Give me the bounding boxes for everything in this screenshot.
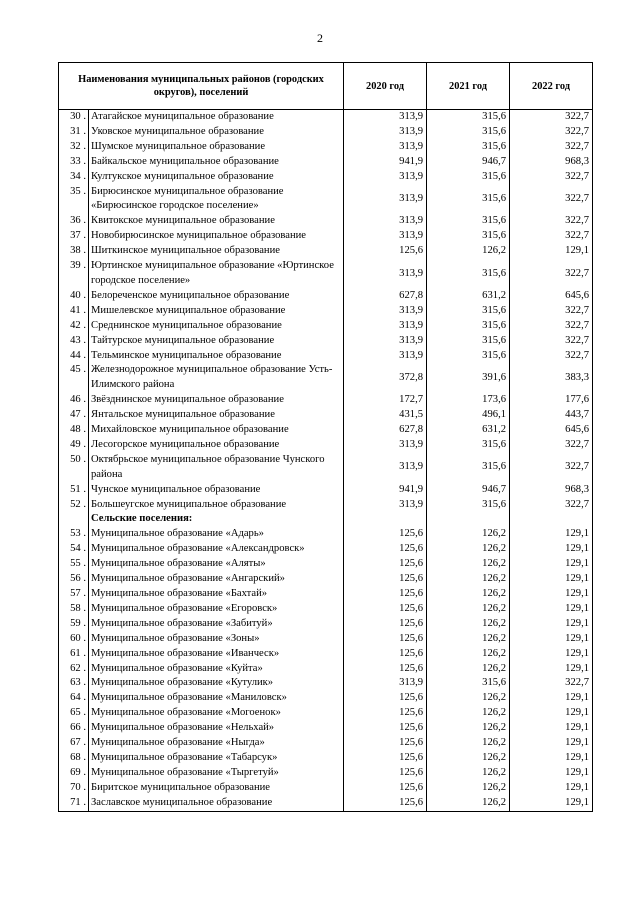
municipality-name: Тайтурское муниципальное образование (89, 334, 344, 349)
value-2021: 946,7 (427, 483, 510, 498)
table-row (59, 140, 593, 155)
table-row (59, 214, 593, 229)
table-row (59, 229, 593, 244)
municipality-name: Уковское муниципальное образование (89, 125, 344, 140)
value-2020: 125,6 (344, 691, 427, 706)
header-name-column: Наименования муниципальных районов (городских округов), поселений (59, 63, 344, 110)
section-title: Сельские поселения: (89, 512, 344, 527)
value-2020: 125,6 (344, 647, 427, 662)
value-2020: 627,8 (344, 423, 427, 438)
value-2020: 372,8 (344, 363, 427, 393)
value-2020: 941,9 (344, 155, 427, 170)
row-number: 44 . (59, 349, 89, 364)
municipality-name: Большеугское муниципальное образование (89, 498, 344, 513)
header-2021: 2021 год (427, 63, 510, 110)
value-2020: 125,6 (344, 766, 427, 781)
table-row (59, 721, 593, 736)
row-number: 70 . (59, 781, 89, 796)
value-2020: 313,9 (344, 229, 427, 244)
value-2020: 172,7 (344, 393, 427, 408)
row-number: 39 . (59, 259, 89, 289)
municipality-name: Муниципальное образование «Табарсук» (89, 751, 344, 766)
value-2020: 125,6 (344, 662, 427, 677)
value-2022: 443,7 (510, 408, 593, 423)
value-2022: 322,7 (510, 319, 593, 334)
row-number: 58 . (59, 602, 89, 617)
value-2020: 125,6 (344, 244, 427, 259)
page-number: 2 (317, 31, 323, 45)
value-2022: 129,1 (510, 691, 593, 706)
value-2021: 315,6 (427, 498, 510, 513)
municipality-name: Новобирюсинское муниципальное образование (89, 229, 344, 244)
row-number: 55 . (59, 557, 89, 572)
row-number: 57 . (59, 587, 89, 602)
row-number: 32 . (59, 140, 89, 155)
value-2021: 126,2 (427, 557, 510, 572)
value-2020: 125,6 (344, 736, 427, 751)
table-row (59, 363, 593, 393)
table-row (59, 125, 593, 140)
value-2020: 125,6 (344, 781, 427, 796)
row-number: 56 . (59, 572, 89, 587)
table-row (59, 662, 593, 677)
section-empty-cell (510, 512, 593, 527)
value-2021: 315,6 (427, 229, 510, 244)
row-number: 59 . (59, 617, 89, 632)
municipality-name: Муниципальное образование «Адарь» (89, 527, 344, 542)
value-2021: 126,2 (427, 751, 510, 766)
municipality-name: Белореченское муниципальное образование (89, 289, 344, 304)
value-2021: 315,6 (427, 140, 510, 155)
row-number: 71 . (59, 796, 89, 811)
row-number: 66 . (59, 721, 89, 736)
value-2020: 941,9 (344, 483, 427, 498)
value-2022: 129,1 (510, 617, 593, 632)
value-2021: 315,6 (427, 170, 510, 185)
value-2020: 125,6 (344, 706, 427, 721)
value-2021: 126,2 (427, 691, 510, 706)
row-number: 50 . (59, 453, 89, 483)
municipality-name: Муниципальное образование «Зоны» (89, 632, 344, 647)
value-2021: 126,2 (427, 781, 510, 796)
value-2021: 126,2 (427, 587, 510, 602)
table-row (59, 676, 593, 691)
value-2020: 627,8 (344, 289, 427, 304)
value-2021: 126,2 (427, 706, 510, 721)
value-2020: 313,9 (344, 110, 427, 125)
value-2021: 126,2 (427, 796, 510, 811)
municipality-name: Тельминское муниципальное образование (89, 349, 344, 364)
value-2022: 322,7 (510, 498, 593, 513)
value-2022: 129,1 (510, 527, 593, 542)
row-number: 43 . (59, 334, 89, 349)
municipality-name: Муниципальное образование «Ныгда» (89, 736, 344, 751)
table-row (59, 527, 593, 542)
row-number: 51 . (59, 483, 89, 498)
value-2021: 496,1 (427, 408, 510, 423)
value-2022: 322,7 (510, 676, 593, 691)
row-number: 68 . (59, 751, 89, 766)
row-number: 33 . (59, 155, 89, 170)
table-row (59, 587, 593, 602)
value-2021: 315,6 (427, 453, 510, 483)
value-2021: 173,6 (427, 393, 510, 408)
value-2022: 129,1 (510, 647, 593, 662)
row-number: 37 . (59, 229, 89, 244)
table-row (59, 572, 593, 587)
municipality-name: Муниципальное образование «Нельхай» (89, 721, 344, 736)
value-2022: 322,7 (510, 170, 593, 185)
value-2021: 315,6 (427, 125, 510, 140)
municipality-name: Октябрьское муниципальное образование Чунского района (89, 453, 344, 483)
value-2021: 315,6 (427, 349, 510, 364)
table-row (59, 557, 593, 572)
value-2020: 125,6 (344, 796, 427, 811)
value-2022: 129,1 (510, 557, 593, 572)
value-2021: 126,2 (427, 542, 510, 557)
municipality-name: Муниципальное образование «Куйта» (89, 662, 344, 677)
section-empty-cell (427, 512, 510, 527)
value-2020: 125,6 (344, 632, 427, 647)
value-2020: 313,9 (344, 170, 427, 185)
value-2020: 313,9 (344, 185, 427, 215)
table-row (59, 766, 593, 781)
table-header (59, 63, 593, 110)
value-2022: 322,7 (510, 304, 593, 319)
table-row (59, 781, 593, 796)
row-number: 40 . (59, 289, 89, 304)
municipality-name: Муниципальное образование «Кутулик» (89, 676, 344, 691)
value-2021: 315,6 (427, 319, 510, 334)
value-2022: 383,3 (510, 363, 593, 393)
value-2022: 322,7 (510, 140, 593, 155)
table-row (59, 542, 593, 557)
value-2022: 322,7 (510, 214, 593, 229)
table-row (59, 244, 593, 259)
value-2022: 645,6 (510, 289, 593, 304)
value-2022: 968,3 (510, 483, 593, 498)
value-2020: 431,5 (344, 408, 427, 423)
value-2020: 313,9 (344, 214, 427, 229)
value-2020: 125,6 (344, 527, 427, 542)
municipality-name: Муниципальное образование «Забитуй» (89, 617, 344, 632)
value-2020: 313,9 (344, 453, 427, 483)
municipality-name: Юртинское муниципальное образование «Юртинское городское поселение» (89, 259, 344, 289)
value-2022: 322,7 (510, 349, 593, 364)
value-2021: 946,7 (427, 155, 510, 170)
value-2021: 315,6 (427, 110, 510, 125)
value-2020: 313,9 (344, 125, 427, 140)
table-row (59, 155, 593, 170)
value-2020: 313,9 (344, 319, 427, 334)
row-number: 64 . (59, 691, 89, 706)
municipality-name: Лесогорское муниципальное образование (89, 438, 344, 453)
row-number: 63 . (59, 676, 89, 691)
municipality-name: Муниципальное образование «Тыргетуй» (89, 766, 344, 781)
row-number: 46 . (59, 393, 89, 408)
table-row (59, 110, 593, 125)
row-number: 34 . (59, 170, 89, 185)
row-number: 36 . (59, 214, 89, 229)
municipality-name: Чунское муниципальное образование (89, 483, 344, 498)
value-2021: 126,2 (427, 632, 510, 647)
value-2022: 645,6 (510, 423, 593, 438)
municipality-name: Среднинское муниципальное образование (89, 319, 344, 334)
municipality-name: Шиткинское муниципальное образование (89, 244, 344, 259)
row-number: 49 . (59, 438, 89, 453)
table-row (59, 483, 593, 498)
value-2022: 129,1 (510, 587, 593, 602)
row-number: 45 . (59, 363, 89, 393)
table-row (59, 438, 593, 453)
value-2022: 129,1 (510, 662, 593, 677)
table-row (59, 602, 593, 617)
municipalities-table (58, 62, 593, 812)
municipality-name: Шумское муниципальное образование (89, 140, 344, 155)
municipality-name: Муниципальное образование «Егоровск» (89, 602, 344, 617)
municipality-name: Бирюсинское муниципальное образование «Бирюсинское городское поселение» (89, 185, 344, 215)
value-2022: 129,1 (510, 751, 593, 766)
value-2021: 631,2 (427, 423, 510, 438)
value-2021: 391,6 (427, 363, 510, 393)
value-2022: 129,1 (510, 766, 593, 781)
row-number: 47 . (59, 408, 89, 423)
table-row (59, 393, 593, 408)
row-number: 42 . (59, 319, 89, 334)
table-row (59, 617, 593, 632)
value-2020: 313,9 (344, 334, 427, 349)
table-row (59, 647, 593, 662)
value-2021: 126,2 (427, 721, 510, 736)
row-number: 52 . (59, 498, 89, 513)
value-2020: 125,6 (344, 721, 427, 736)
row-number: 61 . (59, 647, 89, 662)
table-row (59, 691, 593, 706)
municipality-name: Муниципальное образование «Иванческ» (89, 647, 344, 662)
value-2022: 129,1 (510, 781, 593, 796)
value-2022: 322,7 (510, 185, 593, 215)
value-2022: 322,7 (510, 259, 593, 289)
value-2021: 126,2 (427, 602, 510, 617)
row-number: 38 . (59, 244, 89, 259)
value-2021: 126,2 (427, 527, 510, 542)
value-2021: 315,6 (427, 334, 510, 349)
table-row (59, 796, 593, 811)
table-row (59, 349, 593, 364)
value-2020: 125,6 (344, 557, 427, 572)
value-2022: 129,1 (510, 721, 593, 736)
value-2022: 322,7 (510, 334, 593, 349)
value-2021: 315,6 (427, 304, 510, 319)
value-2021: 126,2 (427, 647, 510, 662)
municipality-name: Михайловское муниципальное образование (89, 423, 344, 438)
value-2021: 126,2 (427, 617, 510, 632)
value-2021: 315,6 (427, 676, 510, 691)
value-2020: 125,6 (344, 617, 427, 632)
value-2021: 126,2 (427, 572, 510, 587)
table-row (59, 319, 593, 334)
row-number: 62 . (59, 662, 89, 677)
table-row (59, 334, 593, 349)
municipality-name: Муниципальное образование «Могоенок» (89, 706, 344, 721)
municipality-name: Муниципальное образование «Маниловск» (89, 691, 344, 706)
row-number: 69 . (59, 766, 89, 781)
value-2022: 322,7 (510, 229, 593, 244)
row-number: 65 . (59, 706, 89, 721)
value-2021: 315,6 (427, 214, 510, 229)
value-2022: 177,6 (510, 393, 593, 408)
value-2020: 313,9 (344, 349, 427, 364)
value-2020: 125,6 (344, 751, 427, 766)
value-2021: 126,2 (427, 736, 510, 751)
table-row (59, 706, 593, 721)
section-row (59, 512, 593, 527)
value-2020: 125,6 (344, 572, 427, 587)
row-number: 35 . (59, 185, 89, 215)
value-2020: 313,9 (344, 259, 427, 289)
value-2022: 129,1 (510, 602, 593, 617)
table-row (59, 498, 593, 513)
municipality-name: Муниципальное образование «Бахтай» (89, 587, 344, 602)
value-2021: 126,2 (427, 766, 510, 781)
municipality-name: Атагайское муниципальное образование (89, 110, 344, 125)
value-2022: 322,7 (510, 438, 593, 453)
row-number: 54 . (59, 542, 89, 557)
table-row (59, 304, 593, 319)
table-row (59, 736, 593, 751)
section-empty-cell (344, 512, 427, 527)
value-2021: 315,6 (427, 438, 510, 453)
municipality-name: Култукское муниципальное образование (89, 170, 344, 185)
municipality-name: Квитокское муниципальное образование (89, 214, 344, 229)
municipality-name: Муниципальное образование «Александровск» (89, 542, 344, 557)
table-row (59, 259, 593, 289)
municipality-name: Заславское муниципальное образование (89, 796, 344, 811)
table-row (59, 751, 593, 766)
value-2022: 968,3 (510, 155, 593, 170)
table-row (59, 289, 593, 304)
value-2022: 129,1 (510, 796, 593, 811)
row-number: 60 . (59, 632, 89, 647)
value-2022: 129,1 (510, 706, 593, 721)
value-2020: 125,6 (344, 587, 427, 602)
table-row (59, 453, 593, 483)
value-2021: 126,2 (427, 662, 510, 677)
municipality-name: Янтальское муниципальное образование (89, 408, 344, 423)
row-number: 48 . (59, 423, 89, 438)
row-number: 41 . (59, 304, 89, 319)
value-2021: 126,2 (427, 244, 510, 259)
value-2022: 129,1 (510, 572, 593, 587)
value-2020: 313,9 (344, 304, 427, 319)
value-2022: 129,1 (510, 542, 593, 557)
value-2022: 322,7 (510, 110, 593, 125)
value-2022: 322,7 (510, 453, 593, 483)
header-2020: 2020 год (344, 63, 427, 110)
value-2022: 129,1 (510, 736, 593, 751)
table-row (59, 408, 593, 423)
table-row (59, 423, 593, 438)
value-2020: 313,9 (344, 676, 427, 691)
header-2022: 2022 год (510, 63, 593, 110)
value-2020: 125,6 (344, 602, 427, 617)
value-2021: 315,6 (427, 259, 510, 289)
municipality-name: Муниципальное образование «Аляты» (89, 557, 344, 572)
value-2020: 313,9 (344, 140, 427, 155)
municipality-name: Байкальское муниципальное образование (89, 155, 344, 170)
section-number-cell (59, 512, 89, 527)
municipality-name: Железнодорожное муниципальное образование Усть-Илимского района (89, 363, 344, 393)
value-2022: 322,7 (510, 125, 593, 140)
value-2022: 129,1 (510, 244, 593, 259)
value-2020: 313,9 (344, 438, 427, 453)
row-number: 53 . (59, 527, 89, 542)
table-body (59, 110, 593, 812)
value-2022: 129,1 (510, 632, 593, 647)
value-2020: 125,6 (344, 542, 427, 557)
table-row (59, 170, 593, 185)
municipality-name: Мишелевское муниципальное образование (89, 304, 344, 319)
municipality-name: Муниципальное образование «Ангарский» (89, 572, 344, 587)
value-2020: 313,9 (344, 498, 427, 513)
value-2021: 631,2 (427, 289, 510, 304)
row-number: 67 . (59, 736, 89, 751)
row-number: 31 . (59, 125, 89, 140)
row-number: 30 . (59, 110, 89, 125)
value-2021: 315,6 (427, 185, 510, 215)
table-row (59, 632, 593, 647)
table-row (59, 185, 593, 215)
municipality-name: Биритское муниципальное образование (89, 781, 344, 796)
municipality-name: Звёзднинское муниципальное образование (89, 393, 344, 408)
